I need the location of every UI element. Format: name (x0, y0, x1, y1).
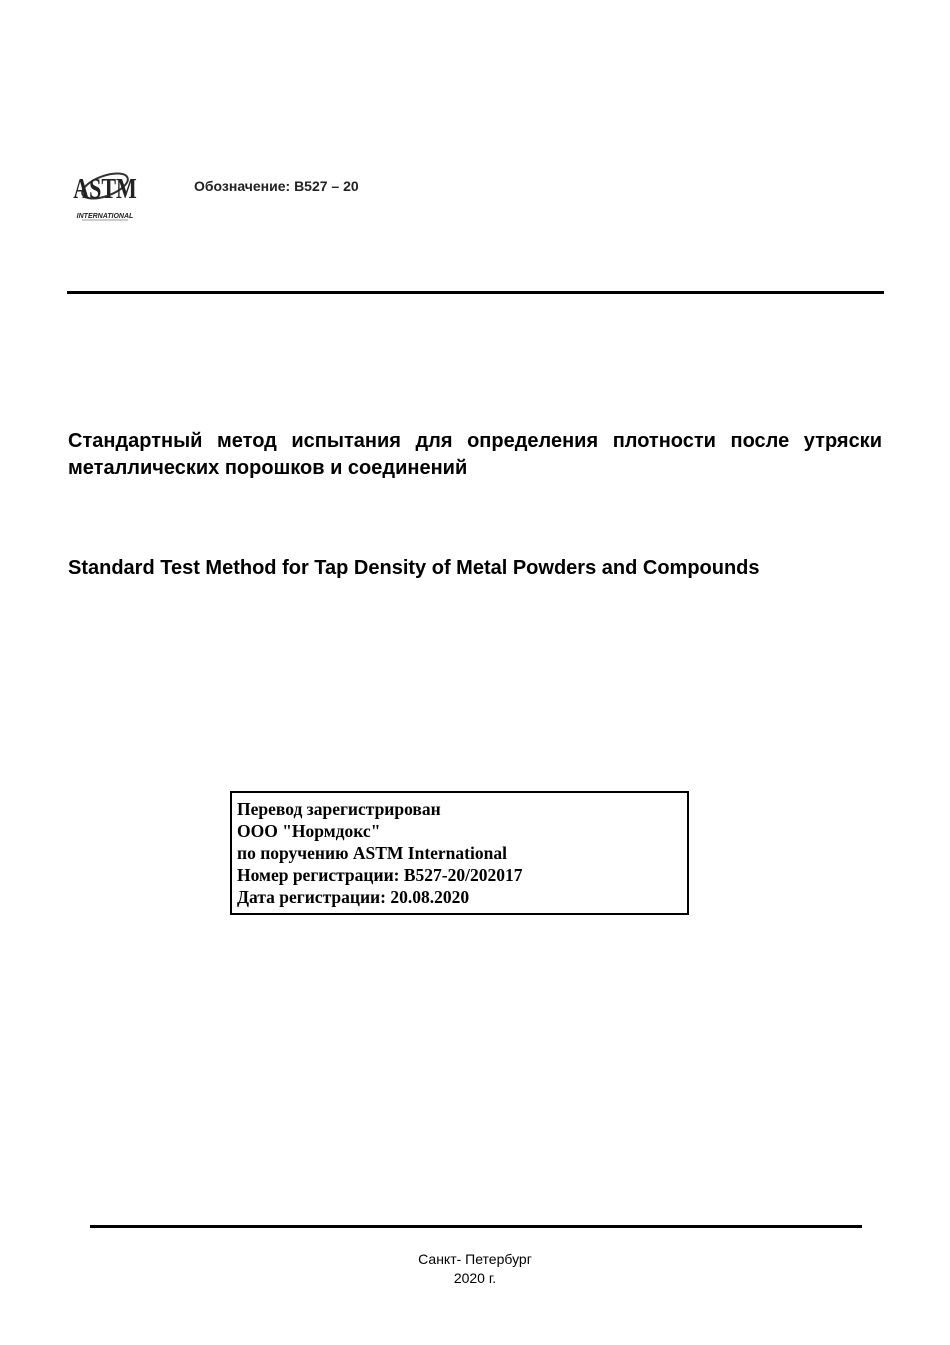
bottom-divider (90, 1225, 862, 1228)
footer-city: Санкт- Петербург (418, 1251, 532, 1267)
registration-box (230, 791, 689, 915)
registration-line: Номер регистрации: B527-20/202017 (237, 865, 523, 885)
registration-line: Дата регистрации: 20.08.2020 (237, 887, 470, 907)
svg-text:ASTM: ASTM (73, 172, 137, 205)
registration-line: ООО "Нормдокс" (237, 821, 381, 841)
registration-line: по поручению ASTM International (237, 843, 507, 863)
top-divider (67, 291, 884, 294)
footer-year: 2020 г. (453, 1270, 497, 1286)
footer (0, 1250, 950, 1288)
svg-text:INTERNATIONAL: INTERNATIONAL (76, 213, 134, 220)
registration-line: Перевод зарегистрирован (237, 799, 441, 819)
title-english: Standard Test Method for Tap Density of Metal Powders and Compounds (68, 557, 760, 579)
astm-logo (73, 164, 137, 222)
title-russian: Стандартный метод испытания для определения плотности после утряски металлических порошков и соединений (68, 430, 882, 479)
designation: Обозначение: B527 – 20 (194, 178, 359, 194)
